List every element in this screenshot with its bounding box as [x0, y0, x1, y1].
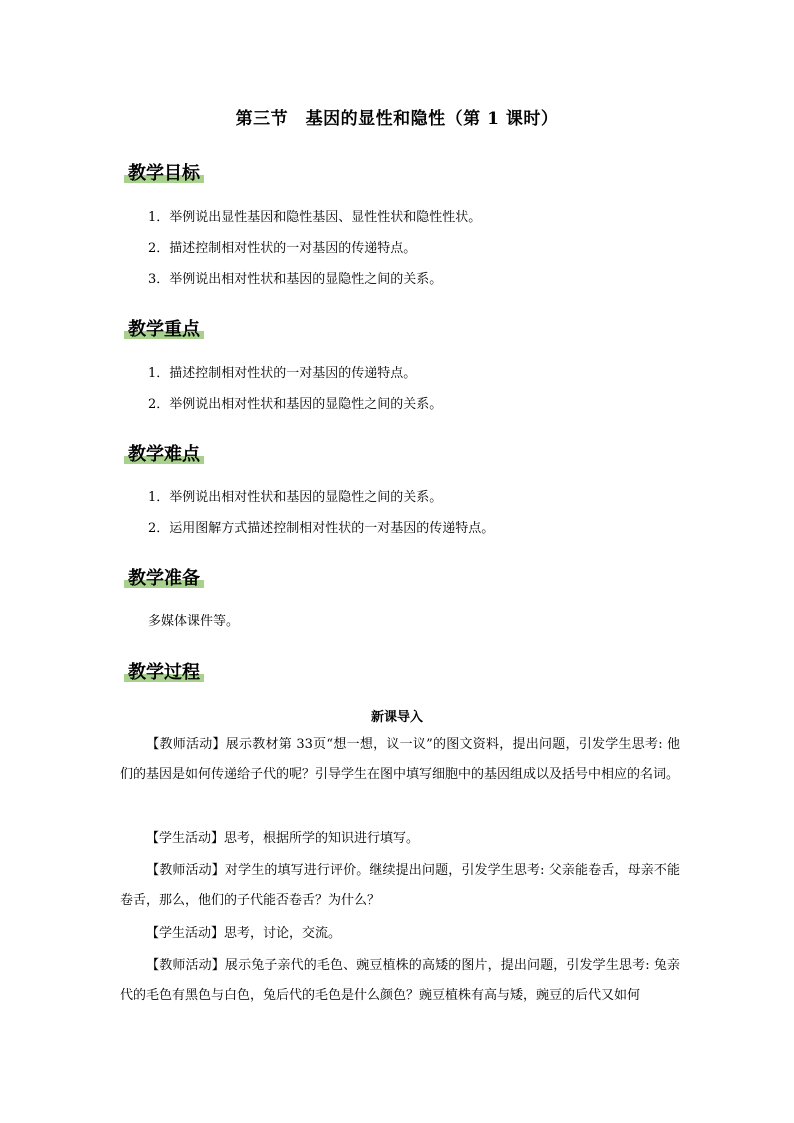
list-item: 2．举例说出相对性状和基因的显隐性之间的关系。: [148, 397, 443, 412]
section-heading-preparation: 教学准备: [124, 568, 204, 590]
paragraph: 【教师活动】展示教材第 33页“想一想，议一议”的图文资料，提出问题，引发学生思考: 他们的基因是如何传递给子代的呢？引导学生在图中填写细胞中的基因组成以及括号中相应的名词。: [120, 737, 680, 782]
list-item: 3．举例说出相对性状和基因的显隐性之间的关系。: [148, 272, 443, 287]
section-heading-objectives: 教学目标: [124, 163, 204, 185]
section-heading-difficulties: 教学难点: [124, 444, 204, 466]
subsection-heading: 新课导入: [370, 710, 423, 725]
paragraph: 【教师活动】对学生的填写进行评价。继续提出问题，引发学生思考: 父亲能卷舌，母亲不能卷舌，那么，他们的子代能否卷舌？为什么？: [120, 863, 680, 908]
list-item: 多媒体课件等。: [148, 614, 240, 629]
section-heading-process: 教学过程: [124, 662, 204, 684]
list-item: 1．描述控制相对性状的一对基因的传递特点。: [148, 366, 417, 381]
list-item: 1．举例说出显性基因和隐性基因、显性性状和隐性性状。: [148, 210, 482, 225]
list-item: 1．举例说出相对性状和基因的显隐性之间的关系。: [148, 490, 443, 505]
section-heading-key-points: 教学重点: [124, 319, 204, 341]
list-item: 2．描述控制相对性状的一对基因的传递特点。: [148, 241, 417, 256]
page-title: 第三节 基因的显性和隐性（第 1 课时）: [235, 109, 559, 129]
list-item: 2．运用图解方式描述控制相对性状的一对基因的传递特点。: [148, 521, 495, 536]
paragraph: 【教师活动】展示兔子亲代的毛色、豌豆植株的高矮的图片，提出问题，引发学生思考: 兔亲代的毛色有黑色与白色，兔后代的毛色是什么颜色？豌豆植株有高与矮，豌豆的后代又如何: [120, 958, 680, 1003]
paragraph: 【学生活动】思考，根据所学的知识进行填写。: [146, 831, 420, 846]
paragraph: 【学生活动】思考，讨论，交流。: [146, 926, 342, 941]
